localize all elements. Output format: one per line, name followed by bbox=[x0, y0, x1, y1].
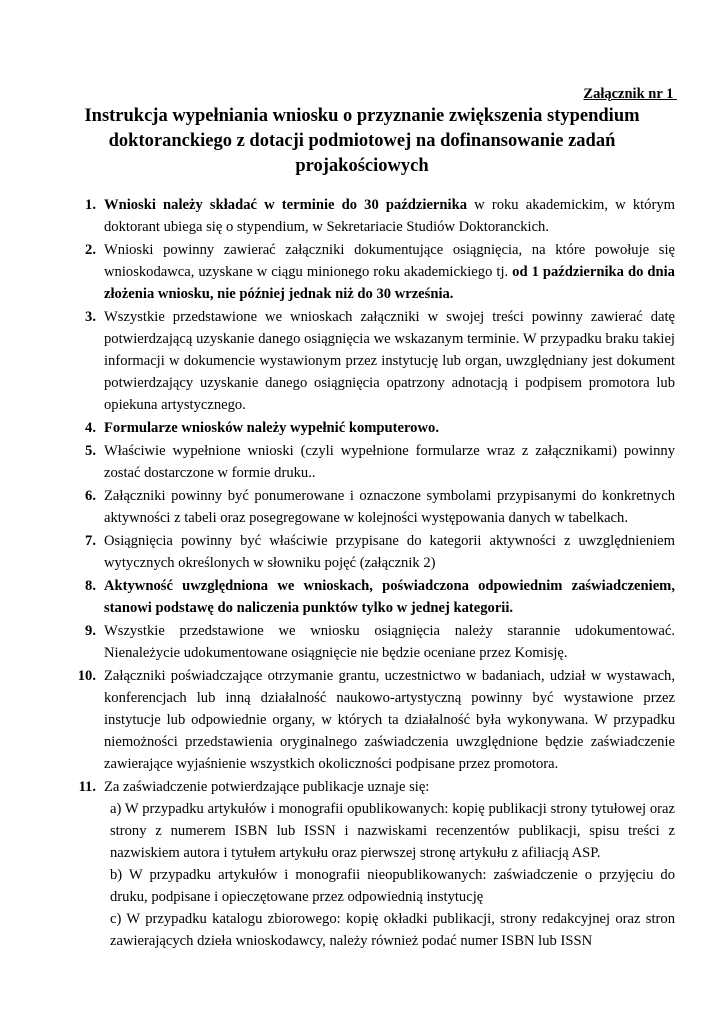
item-text: Właściwie wypełnione wnioski (czyli wypełnione formularze wraz z załącznikami) powinny zostać dostarczone w formie druku.. bbox=[104, 443, 675, 481]
item-text: Załączniki powinny być ponumerowane i oznaczone symbolami przypisanymi do konkretnych aktywności z tabeli oraz posegregowane w kolejności występowania danych w tabelkach. bbox=[104, 488, 675, 526]
document-title bbox=[60, 104, 664, 179]
instruction-item bbox=[0, 485, 724, 529]
item-number: 5. bbox=[85, 443, 96, 459]
instruction-item bbox=[0, 776, 724, 952]
item-number: 11. bbox=[78, 779, 96, 795]
instruction-item bbox=[0, 306, 724, 416]
item-text: Wszystkie przedstawione we wnioskach załączniki w swojej treści powinny zawierać datę potwierdzającą uzyskanie danego osiągnięcia we wskazanym terminie. W przypadku braku takiej informacji w dokumencie wystawionym przez instytucję lub organ, uwzględniany jest dokument potwierdzający uzyskanie danego osiągnięcia opatrzony adnotacją i podpisem promotora lub opiekuna artystycznego. bbox=[104, 309, 675, 413]
item-number: 7. bbox=[85, 533, 96, 549]
instruction-item bbox=[0, 665, 724, 775]
annex-label: Załącznik nr 1 bbox=[583, 86, 677, 102]
item-number: 3. bbox=[85, 309, 96, 325]
instruction-item bbox=[0, 194, 724, 238]
item-text: Osiągnięcia powinny być właściwie przypisane do kategorii aktywności z uwzględnieniem wytycznych określonych w słowniku pojęć (załącznik 2) bbox=[104, 533, 675, 571]
title-line: Instrukcja wypełniania wniosku o przyznanie zwiększenia stypendium bbox=[84, 106, 640, 126]
instruction-item bbox=[0, 620, 724, 664]
item-number: 2. bbox=[85, 242, 96, 258]
item-number: 10. bbox=[77, 668, 96, 684]
title-line: doktoranckiego z dotacji podmiotowej na dofinansowanie zadań bbox=[108, 131, 616, 151]
sub-item: c) W przypadku katalogu zbiorowego: kopię okładki publikacji, strony redakcyjnej oraz stron zawierających dzieła wnioskodawcy, należy również podać numer ISBN lub ISSN bbox=[110, 911, 675, 949]
instruction-item bbox=[0, 417, 724, 439]
item-number: 6. bbox=[85, 488, 96, 504]
item-text: Za zaświadczenie potwierdzające publikacje uznaje się: bbox=[104, 779, 430, 795]
item-number: 9. bbox=[85, 623, 96, 639]
instruction-list bbox=[0, 194, 724, 953]
item-text: Formularze wniosków należy wypełnić komputerowo. bbox=[104, 420, 439, 436]
item-text: Wnioski należy składać w terminie do 30 października bbox=[104, 197, 467, 213]
item-number: 8. bbox=[85, 578, 96, 594]
instruction-item bbox=[0, 575, 724, 619]
instruction-item bbox=[0, 440, 724, 484]
sub-item: a) W przypadku artykułów i monografii opublikowanych: kopię publikacji strony tytułowej oraz strony z numerem ISBN lub ISSN i nazwiskami recenzentów publikacji, spisu treści z nazwiskiem autora i tytułem artykułu oraz pierwszej stronę artykułu z afiliacją ASP. bbox=[110, 801, 675, 861]
instruction-item bbox=[0, 530, 724, 574]
item-text: Wnioski powinny zawierać załączniki dokumentujące osiągnięcia, na które powołuje się wnioskodawca, uzyskane w ciągu minionego roku akademickiego tj. bbox=[104, 242, 675, 280]
item-text: od 1 października do dnia złożenia wniosku, nie później jednak niż do 30 września. bbox=[104, 264, 675, 302]
title-line: projakościowych bbox=[295, 156, 429, 176]
instruction-item bbox=[0, 239, 724, 305]
item-number: 4. bbox=[85, 420, 96, 436]
item-number: 1. bbox=[85, 197, 96, 213]
item-text: Wszystkie przedstawione we wniosku osiągnięcia należy starannie udokumentować. Nienależycie udokumentowane osiągnięcie nie będzie oceniane przez Komisję. bbox=[104, 623, 675, 661]
item-text: w roku akademickim, w którym doktorant ubiega się o stypendium, w Sekretariacie Studiów Doktoranckich. bbox=[104, 197, 675, 235]
item-text: Aktywność uwzględniona we wnioskach, poświadczona odpowiednim zaświadczeniem, stanowi podstawę do naliczenia punktów tylko w jednej kategorii. bbox=[104, 578, 675, 616]
sub-item: b) W przypadku artykułów i monografii nieopublikowanych: zaświadczenie o przyjęciu do druku, podpisane i opieczętowane przez odpowiednią instytucję bbox=[110, 867, 675, 905]
item-text: Załączniki poświadczające otrzymanie grantu, uczestnictwo w badaniach, udział w wystawach, konferencjach lub inną działalność naukowo-artystyczną powinny być wystawione przez instytucje lub odpowiednie organy, w których ta działalność była wykonywana. W przypadku niemożności przedstawienia oryginalnego zaświadczenia uwzględnione będzie zaświadczenie zawierające wyjaśnienie wszystkich okoliczności podpisane przez promotora. bbox=[104, 668, 675, 772]
